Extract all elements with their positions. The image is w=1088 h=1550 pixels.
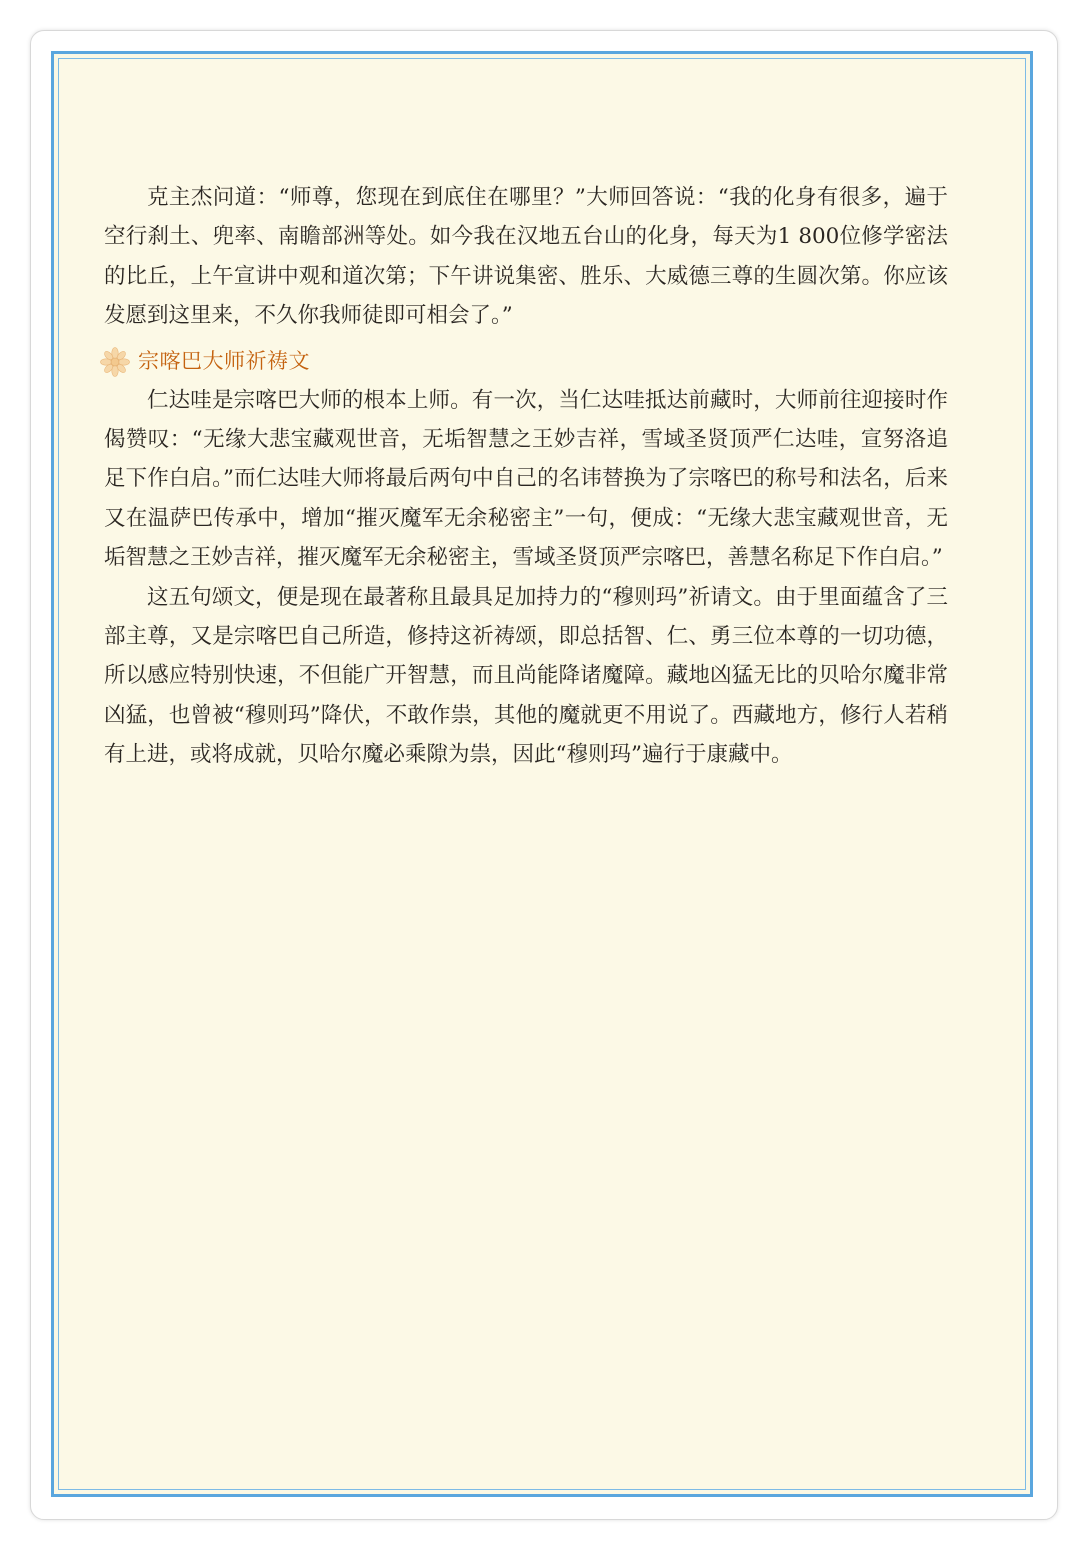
paragraph-intro: 克主杰问道：“师尊，您现在到底住在哪里？”大师回答说：“我的化身有很多，遍于空行刹土、兜率、南瞻部洲等处。如今我在汉地五台山的化身，每天为1 800位修学密法的比丘，上午宣讲中观和道次第；下午讲说集密、胜乐、大威德三尊的生圆次第。你应该发愿到这里来，不久你我师徒即可相会了。”	[104, 185, 948, 329]
paragraph-section-1: 仁达哇是宗喀巴大师的根本上师。有一次，当仁达哇抵达前藏时，大师前往迎接时作偈赞叹：“无缘大悲宝藏观世音，无垢智慧之王妙吉祥，雪域圣贤顶严仁达哇，宣努洛追足下作白启。”而仁达哇大师将最后两句中自己的名讳替换为了宗喀巴的称号和法名，后来又在温萨巴传承中，增加“摧灭魔军无余秘密主”一句，便成：“无缘大悲宝藏观世音，无垢智慧之王妙吉祥，摧灭魔军无余秘密主，雪域圣贤顶严宗喀巴，善慧名称足下作白启。”	[104, 387, 948, 571]
section-title: 宗喀巴大师祈祷文	[138, 348, 310, 373]
lotus-flower-icon	[100, 347, 130, 377]
page-content	[104, 178, 948, 775]
section-heading	[104, 342, 948, 382]
paragraph-section-2: 这五句颂文，便是现在最著称且最具足加持力的“穆则玛”祈请文。由于里面蕴含了三部主尊，又是宗喀巴自己所造，修持这祈祷颂，即总括智、仁、勇三位本尊的一切功德，所以感应特别快速，不但能广开智慧，而且尚能降诸魔障。藏地凶猛无比的贝哈尔魔非常凶猛，也曾被“穆则玛”降伏，不敢作祟，其他的魔就更不用说了。西藏地方，修行人若稍有上进，或将成就，贝哈尔魔必乘隙为祟，因此“穆则玛”遍行于康藏中。	[104, 584, 948, 768]
